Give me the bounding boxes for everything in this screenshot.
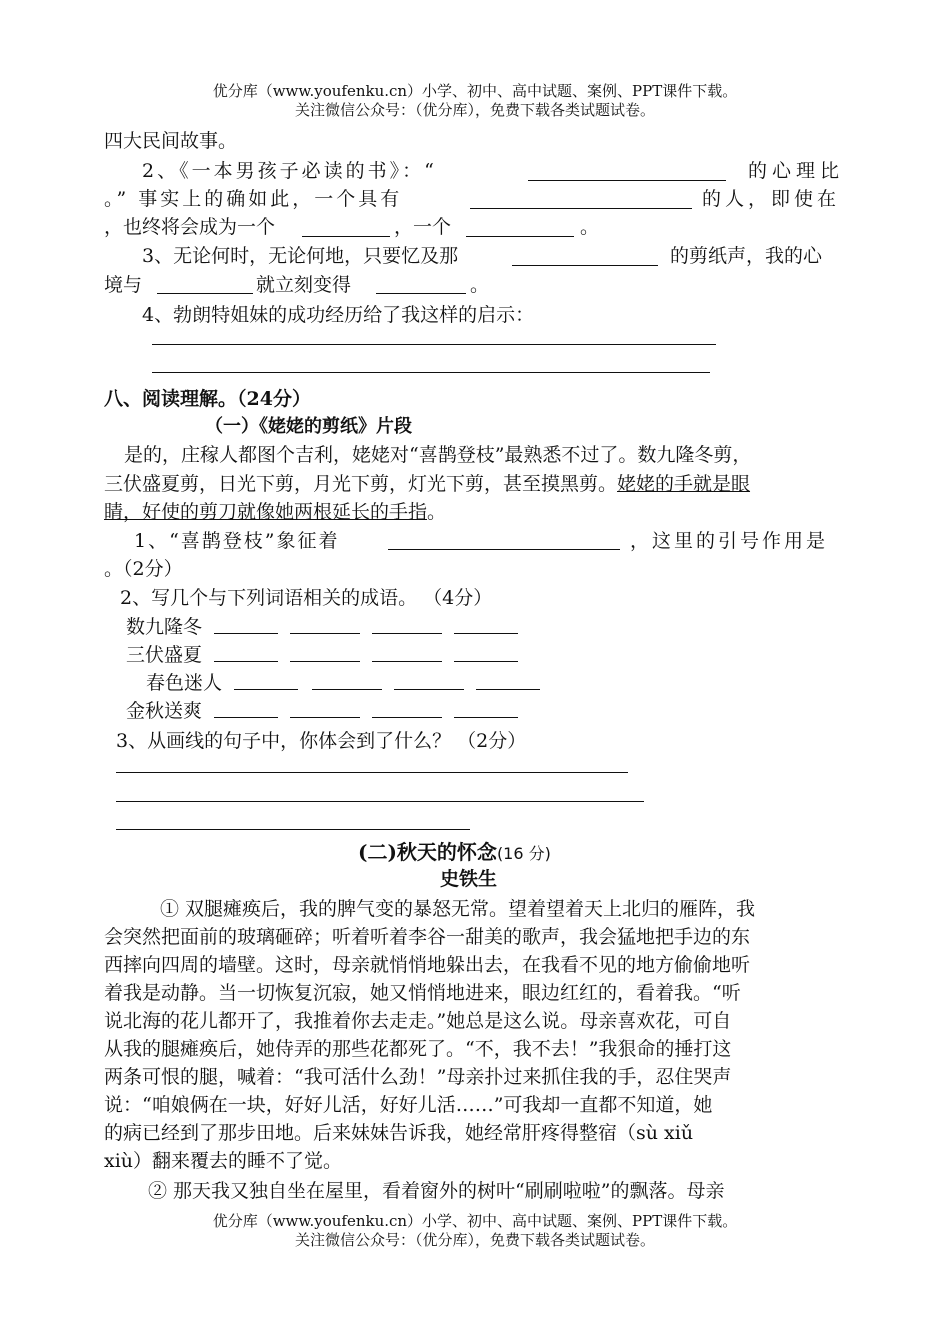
passage1-title: （一）《姥姥的剪纸》片段 [205, 416, 412, 437]
section8-title: 八、阅读理解。（24分） [104, 388, 311, 410]
p1-q1-blank[interactable] [388, 549, 620, 550]
passage2-line-6: 从我的腿瘫痪后，她侍弄的那些花都死了。“不，我不去！”我狠命的捶打这 [104, 1038, 732, 1060]
passage2-line-4: 着我是动静。当一切恢复沉寂，她又悄悄地进来，眼边红红的，看着我。“听 [104, 982, 741, 1004]
underlined-sentence-part-2: 睛，好使的剪刀就像她两根延长的手指 [104, 501, 428, 523]
idiom-blank[interactable] [312, 689, 382, 690]
word-chunse: 春色迷人 [146, 672, 223, 694]
underlined-sentence-part-1: 姥姥的手就是眼 [617, 473, 751, 495]
passage1-line-3b: 。 [427, 501, 447, 523]
passage2-para-2: ② 那天我又独自坐在屋里，看着窗外的树叶“刷刷啦啦”的飘落。母亲 [148, 1180, 725, 1202]
q3-text-c: 境与 [104, 274, 143, 296]
idiom-blank[interactable] [214, 633, 278, 634]
passage2-line-2: 会突然把面前的玻璃砸碎；听着听着李谷一甜美的歌声，我会猛地把手边的东 [104, 926, 751, 948]
q2-blank-2[interactable] [470, 208, 692, 209]
passage2-score: (16 分) [496, 844, 551, 863]
q2-blank-1[interactable] [528, 180, 726, 181]
q3-text-b: 的剪纸声，我的心 [670, 245, 823, 267]
passage2-line-10: xiù）翻来覆去的睡不了觉。 [104, 1150, 343, 1172]
word-jinqiu: 金秋送爽 [126, 700, 203, 722]
passage2-author: 史铁生 [440, 868, 498, 890]
passage1-line-1: 是的，庄稼人都图个吉利，姥姥对“喜鹊登枝”最熟悉不过了。数九隆冬剪， [124, 444, 752, 466]
idiom-blank[interactable] [290, 633, 360, 634]
word-sanfu: 三伏盛夏 [126, 644, 203, 666]
passage1-line-2a: 三伏盛夏剪，日光下剪，月光下剪，灯光下剪，甚至摸黑剪。 [104, 473, 618, 495]
p1-q1-text-b: ，这里的引号作用是 [630, 530, 829, 552]
header-line-1: 优分库（www.youfenku.cn）小学、初中、高中试题、案例、PPT课件下载。 [212, 82, 738, 100]
idiom-blank[interactable] [394, 689, 464, 690]
footer-line-1: 优分库（www.youfenku.cn）小学、初中、高中试题、案例、PPT课件下载。 [212, 1212, 738, 1230]
passage2-title [358, 836, 551, 865]
p1-q3-answer-line-2[interactable] [116, 801, 644, 802]
idiom-blank[interactable] [372, 717, 442, 718]
q2-text-a: 2、《一本男孩子必读的书》：“ [142, 160, 437, 182]
idiom-blank[interactable] [214, 661, 278, 662]
p1-q3-answer-line-1[interactable] [116, 772, 628, 773]
idiom-blank[interactable] [234, 689, 298, 690]
p1-q3-answer-line-3[interactable] [116, 829, 470, 830]
idiom-blank[interactable] [290, 661, 360, 662]
q3-text-d: 就立刻变得 [256, 274, 352, 296]
q2-text-e: ，也终将会成为一个 [104, 216, 276, 238]
passage2-line-9: 的病已经到了那步田地。后来妹妹告诉我，她经常肝疼得整宿（sù xiǔ [104, 1122, 694, 1144]
passage2-line-7: 两条可恨的腿，喊着：“我可活什么劲！”母亲扑过来抓住我的手，忍住哭声 [104, 1066, 732, 1088]
q3-blank-1[interactable] [512, 265, 658, 266]
q2-text-f: ，一个 [394, 216, 452, 238]
header-line-2: 关注微信公众号：（优分库），免费下载各类试题试卷。 [294, 101, 655, 119]
passage2-line-1: ① 双腿瘫痪后，我的脾气变的暴怒无常。望着望着天上北归的雁阵，我 [160, 898, 756, 920]
idiom-blank[interactable] [372, 661, 442, 662]
idiom-blank[interactable] [454, 717, 518, 718]
q2-blank-4[interactable] [466, 236, 574, 237]
q4-answer-line-1[interactable] [152, 344, 716, 345]
idiom-blank[interactable] [214, 717, 278, 718]
passage1-line-2 [104, 469, 750, 496]
passage1-line-3 [104, 497, 446, 524]
q3-text-a: 3、无论何时，无论何地，只要忆及那 [142, 245, 459, 267]
q2-text-d: 的人，即使在 [702, 188, 841, 210]
idiom-blank[interactable] [372, 633, 442, 634]
passage2-line-5: 说北海的花儿都开了，我推着你去走走。”她总是这么说。母亲喜欢花，可自 [104, 1010, 732, 1032]
idiom-blank[interactable] [290, 717, 360, 718]
passage2-line-3: 西摔向四周的墙壁。这时，母亲就悄悄地躲出去，在我看不见的地方偷偷地听 [104, 954, 751, 976]
q4-text: 4、勃朗特姐妹的成功经历给了我这样的启示： [142, 304, 535, 326]
q2-text-b: 的心理比 [748, 160, 845, 182]
idiom-blank[interactable] [476, 689, 540, 690]
p1-q3-text: 3、从画线的句子中，你体会到了什么？ （2分） [116, 730, 527, 752]
passage2-title-text: (二)秋天的怀念 [358, 840, 497, 864]
word-shujiu: 数九隆冬 [126, 616, 203, 638]
p1-q1-text-a: 1、“喜鹊登枝”象征着 [134, 530, 340, 552]
q3-blank-2[interactable] [157, 293, 253, 294]
q3-blank-3[interactable] [376, 293, 466, 294]
q3-text-e: 。 [470, 274, 490, 296]
q2-text-c: 。” 事实上的确如此，一个具有 [104, 188, 403, 210]
p1-q1-text-c: 。（2分） [104, 558, 183, 580]
q2-blank-3[interactable] [302, 236, 390, 237]
footer-line-2: 关注微信公众号：（优分库），免费下载各类试题试卷。 [294, 1231, 655, 1249]
p1-q2-text: 2、写几个与下列词语相关的成语。 （4分） [120, 587, 493, 609]
idiom-blank[interactable] [454, 633, 518, 634]
q2-text-g: 。 [580, 216, 600, 238]
idiom-blank[interactable] [454, 661, 518, 662]
passage2-line-8: 说：“咱娘俩在一块，好好儿活，好好儿活……”可我却一直都不知道，她 [104, 1094, 713, 1116]
section7-continuation: 四大民间故事。 [104, 130, 238, 152]
q4-answer-line-2[interactable] [152, 372, 710, 373]
